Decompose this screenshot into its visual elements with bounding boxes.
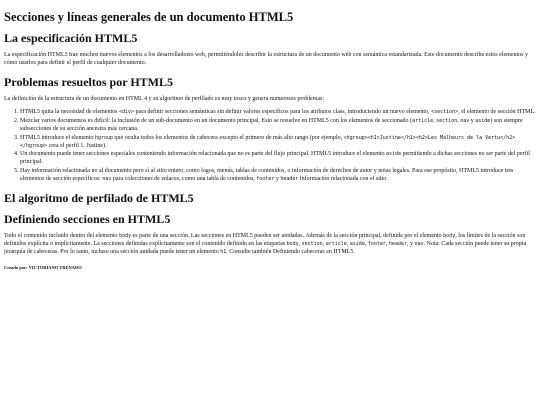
list-item: 3. HTML5 introduce el elemento hgroup que oculta todos los elementos de cabecera excepto el primero de más alto rango (por ejemplo, <hgroup><h1>Justine</h1><h2>Les Malheurs de la Vertu</h2></hgroup> crea el perfil 1. Justine).	[20, 135, 536, 151]
list-item: 1. HTML5 quita la necesidad de elementos <div> para definir secciones semánticas sin definir valores específicos para los atributos class, introduciendo un nuevo elemento, <section>, el elemento de sección HTML.	[20, 109, 536, 117]
spec-paragraph: La especificación HTML5 trae muchos nuevos elementos a los desarrolladores web, permitiéndoles describir la estructura de un documento web con semántica estandarizada. Este documento describe estos elementos y cómo usarlos para definir el perfil de cualquier documento.	[4, 52, 528, 66]
list-item: 4. Un documento puede tener secciones especiales conteniendo información relacionada que no es parte del flujo principal. HTML5 introduce el elemento aside permitiendo a dichas secciones no ser parte del perfil principal.	[20, 151, 536, 167]
footer-credit: Creado por: VICTORIANO TRENADO	[4, 264, 82, 270]
list-item: 2. Mezclar varios documentos es difícil: la inclusión de un sub-documento en un documento principal. Esto se resuelve en HTML5 con los elementos de seccionado (article, section, nav y aside) son siempre subsecciones de su sección ancestra más cercana.	[20, 118, 536, 134]
list-item: 5. Hay información relacionada no al documento pero sí al sitio entero, como logos, menús, tablas de contenidos, o información de derechos de autor y notas legales. Para ese propósito, HTML5 introduce tres elementos de sección específicos: nav para colecciones de enlaces, como una tabla de contenidos, footer y header información relacionada con el sitio.	[20, 168, 536, 184]
heading-spec: La especificación HTML5	[4, 31, 138, 46]
problems-intro: La definición de la estructura de un documento en HTML 4 y su algoritmo de perfilado es muy tosco y genera numerosos problemas:	[4, 95, 325, 102]
heading-algorithm: El algoritmo de perfilado de HTML5	[4, 190, 194, 205]
heading-defining: Definiendo secciones en HTML5	[4, 212, 171, 227]
page-title: Secciones y líneas generales de un documento HTML5	[4, 10, 294, 24]
defining-paragraph: Todo el contenido incluido dentro del elemento body es parte de una sección. Las secciones en HTML5 pueden ser anidadas. Además de la sección principal, definida por el elemento body, los límites de la sección son definidos explícita o implícitamente. La secciones definidas explícitamente son el contenido definido en las etiquetas body, section, article, aside, footer, header, y nav. Nota: Cada sección puede tener su propia jerarquía de cabeceras. Por lo tanto, incluso una sección anidada puede tener un elemento h1. Consulte también Definiendo cabeceras en HTML5.	[4, 233, 527, 255]
heading-problems: Problemas resueltos por HTML5	[4, 74, 173, 89]
problems-list	[4, 109, 536, 183]
